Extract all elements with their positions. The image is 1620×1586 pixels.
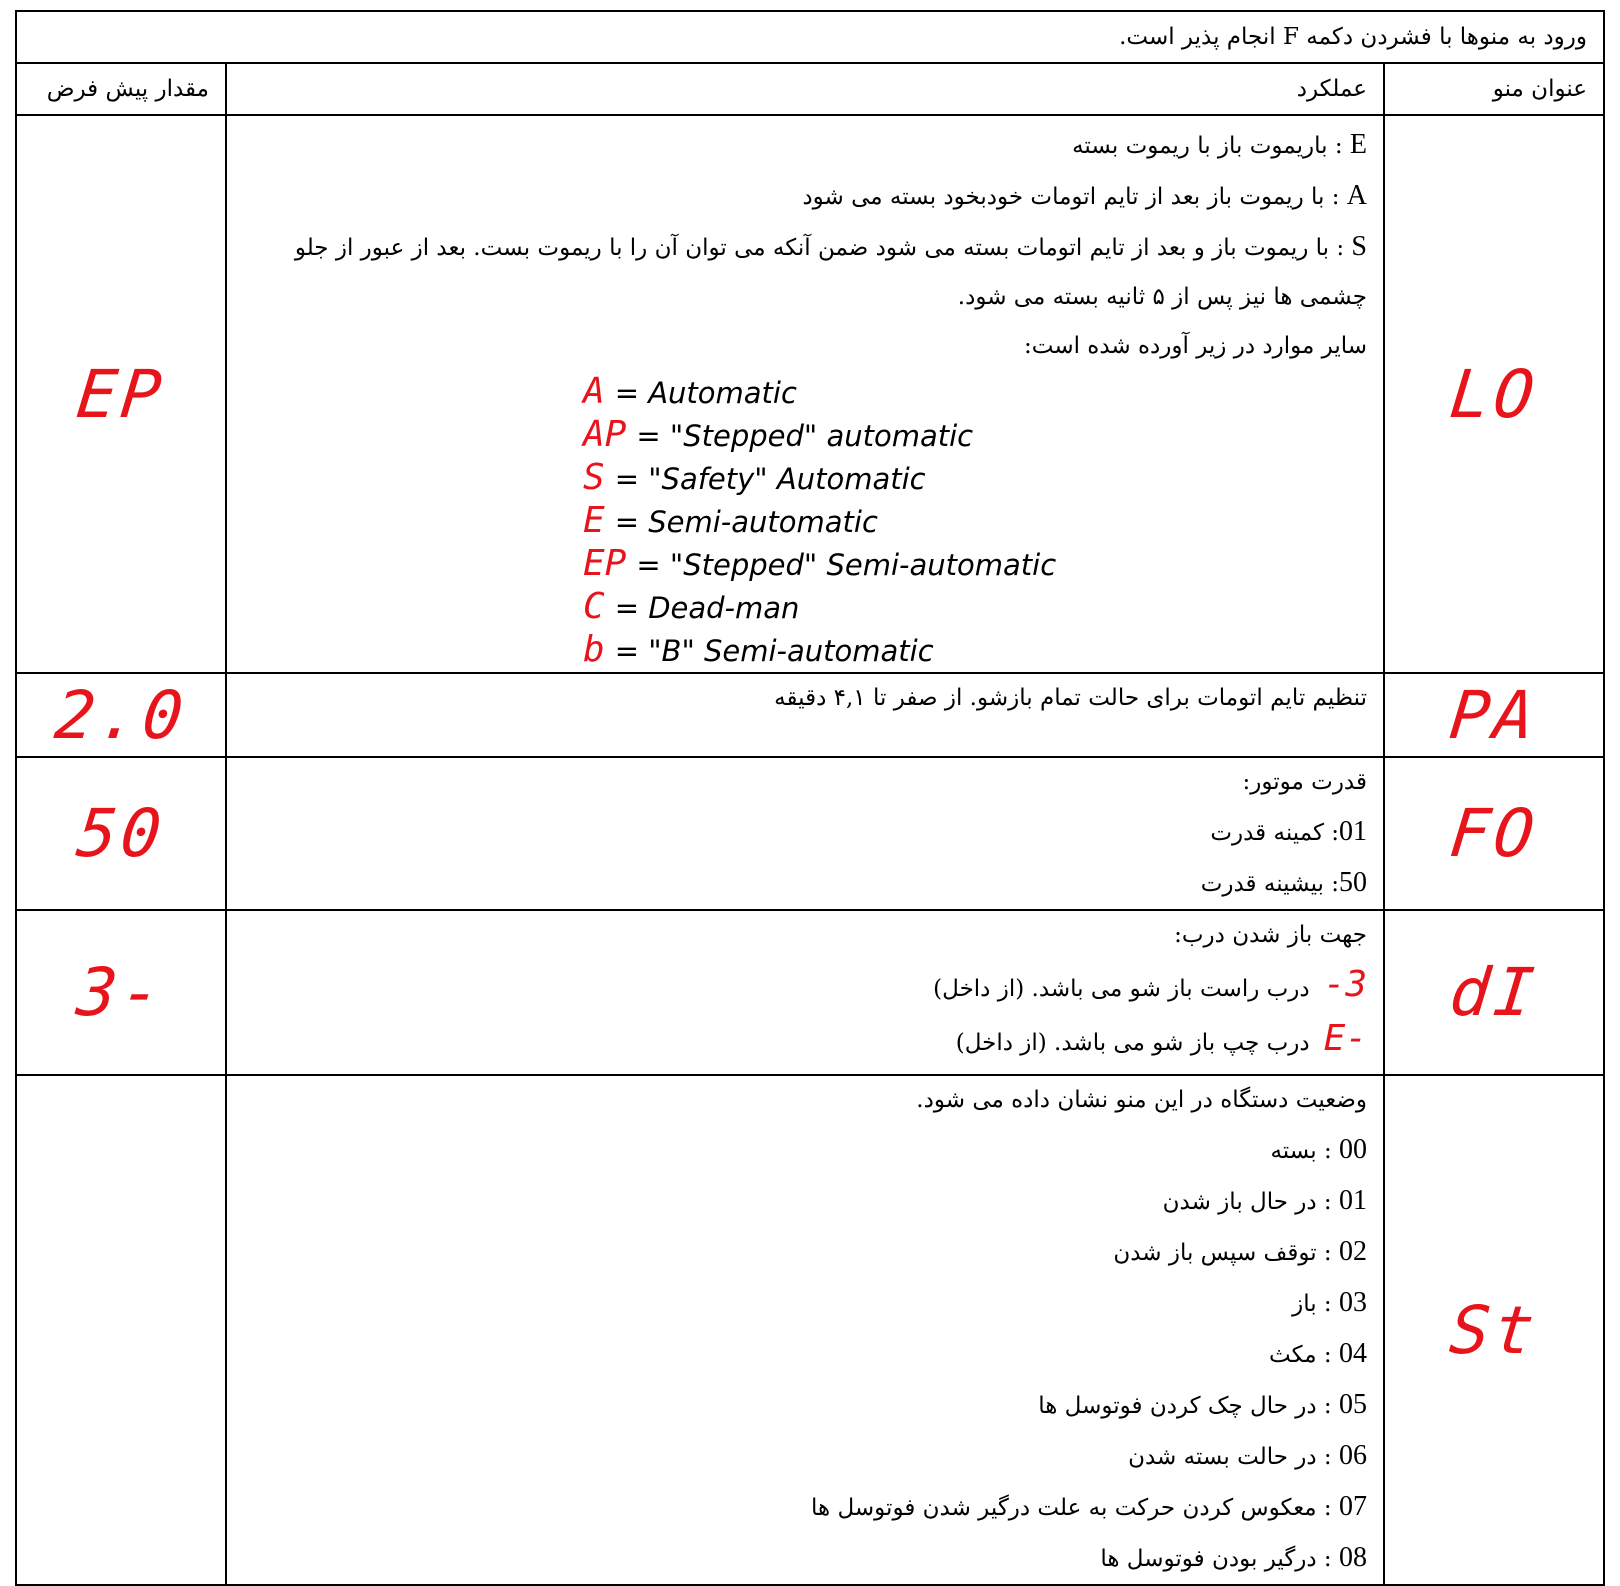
function-line: [243, 222, 1367, 273]
segment-code: EP: [583, 543, 627, 584]
option-key: 07: [1339, 1491, 1367, 1522]
option-text: : بسته: [1270, 1138, 1339, 1164]
option-key: E: [1349, 129, 1367, 160]
option-key: A: [1346, 180, 1367, 211]
default-value: -3: [7, 910, 234, 1075]
legend-item: [583, 414, 1367, 457]
legend-item: [583, 457, 1367, 500]
row-fo: [16, 757, 1604, 910]
legend-label: = Dead-man: [614, 591, 800, 625]
option-text: : باز: [1292, 1291, 1339, 1317]
option-key: 02: [1339, 1236, 1367, 1267]
option-text: : کمینه قدرت: [1210, 820, 1339, 846]
option-key: 06: [1339, 1440, 1367, 1471]
function-line: [243, 322, 1367, 371]
segment-code: -3: [1323, 964, 1367, 1005]
function-line: [243, 1482, 1367, 1533]
segment-code: A: [583, 371, 605, 412]
legend-item: [583, 586, 1367, 629]
function-title: قدرت موتور:: [1242, 769, 1367, 795]
option-text: : درگیر بودن فوتوسل ها: [1100, 1546, 1339, 1572]
option-key: 03: [1339, 1287, 1367, 1318]
option-text: : بیشینه قدرت: [1200, 871, 1339, 897]
option-text: : در حال باز شدن: [1162, 1189, 1339, 1215]
option-text: : با ریموت باز بعد از تایم اتومات خودبخود بسته می شود: [802, 184, 1347, 210]
legend-item: [583, 543, 1367, 586]
function-title: جهت باز شدن درب:: [1174, 922, 1367, 948]
menu-table: [15, 10, 1605, 1586]
mode-legend: [583, 371, 1367, 672]
segment-code: E: [583, 500, 605, 541]
legend-item: [583, 371, 1367, 414]
segment-code: C: [583, 586, 605, 627]
function-line: [243, 1380, 1367, 1431]
menu-code: PA: [1380, 673, 1609, 757]
segment-code: b: [583, 629, 605, 670]
option-text: چشمی ها نیز پس از ۵ ثانیه بسته می شود.: [957, 284, 1367, 310]
segment-code: S: [583, 457, 605, 498]
segment-code: E-: [1323, 1018, 1367, 1059]
function-line: [243, 960, 1367, 1014]
header-function: عملکرد: [226, 63, 1384, 115]
option-text: : توقف سپس باز شدن: [1113, 1240, 1339, 1266]
header-menu: عنوان منو: [1384, 63, 1604, 115]
function-line: [243, 1014, 1367, 1068]
option-key: 04: [1339, 1338, 1367, 1369]
option-text: درب راست باز شو می باشد. (از داخل): [933, 976, 1310, 1002]
option-text: درب چپ باز شو می باشد. (از داخل): [955, 1030, 1310, 1056]
function-line: [243, 120, 1367, 171]
function-line: [243, 1176, 1367, 1227]
default-value: EP: [0, 115, 255, 673]
option-key: 05: [1339, 1389, 1367, 1420]
option-key: 01: [1339, 1185, 1367, 1216]
menu-code: dI: [1375, 910, 1612, 1075]
function-line: [243, 858, 1367, 909]
legend-label: = "Stepped" Semi-automatic: [636, 548, 1057, 582]
function-line: [243, 171, 1367, 222]
default-value: 50: [8, 757, 234, 910]
menu-code: FO: [1376, 757, 1612, 910]
function-line: [243, 273, 1367, 322]
menu-code: LO: [1355, 115, 1620, 673]
function-line: [243, 807, 1367, 858]
segment-code: AP: [583, 414, 627, 455]
legend-label: = "B" Semi-automatic: [614, 634, 934, 668]
option-key: 01: [1339, 816, 1367, 847]
legend-label: = "Safety" Automatic: [614, 462, 926, 496]
function-line: [243, 1431, 1367, 1482]
function-line: [243, 1533, 1367, 1584]
option-text: سایر موارد در زیر آورده شده است:: [1023, 333, 1367, 359]
option-text: : مکث: [1269, 1342, 1339, 1368]
function-line: [243, 1227, 1367, 1278]
header-default: مقدار پیش فرض: [16, 63, 226, 115]
option-key: 50: [1339, 867, 1367, 898]
option-text: : در حالت بسته شدن: [1128, 1444, 1339, 1470]
intro-text: ورود به منوها با فشردن دکمه F انجام پذیر است.: [16, 11, 1604, 63]
row-pa: [16, 673, 1604, 757]
option-text: : در حال چک کردن فوتوسل ها: [1038, 1393, 1339, 1419]
menu-code: St: [1357, 1075, 1620, 1585]
legend-item: [583, 629, 1367, 672]
option-text: : باریموت باز با ریموت بسته: [1072, 133, 1350, 159]
option-key: 08: [1339, 1542, 1367, 1573]
function-line: [243, 1329, 1367, 1380]
legend-label: = "Stepped" automatic: [636, 419, 974, 453]
legend-item: [583, 500, 1367, 543]
option-key: 00: [1339, 1134, 1367, 1165]
default-value: 2.0: [12, 673, 231, 757]
function-title: وضعیت دستگاه در این منو نشان داده می شود.: [916, 1087, 1367, 1113]
row-st: [16, 1075, 1604, 1585]
legend-label: = Automatic: [614, 376, 797, 410]
function-line: [243, 1278, 1367, 1329]
default-value: [0, 1075, 253, 1585]
function-line: [243, 1125, 1367, 1176]
row-lo: [16, 115, 1604, 673]
function-text: تنظیم تایم اتومات برای حالت تمام بازشو. از صفر تا ۴,۱ دقیقه: [226, 673, 1384, 757]
row-di: [16, 910, 1604, 1075]
option-text: : معکوس کردن حرکت به علت درگیر شدن فوتوسل ها: [811, 1495, 1339, 1521]
option-text: : با ریموت باز و بعد از تایم اتومات بسته می شود ضمن آنکه می توان آن را با ریموت بست. بعد از عبور از جلو: [294, 235, 1352, 261]
option-key: S: [1351, 231, 1367, 262]
legend-label: = Semi-automatic: [614, 505, 878, 539]
